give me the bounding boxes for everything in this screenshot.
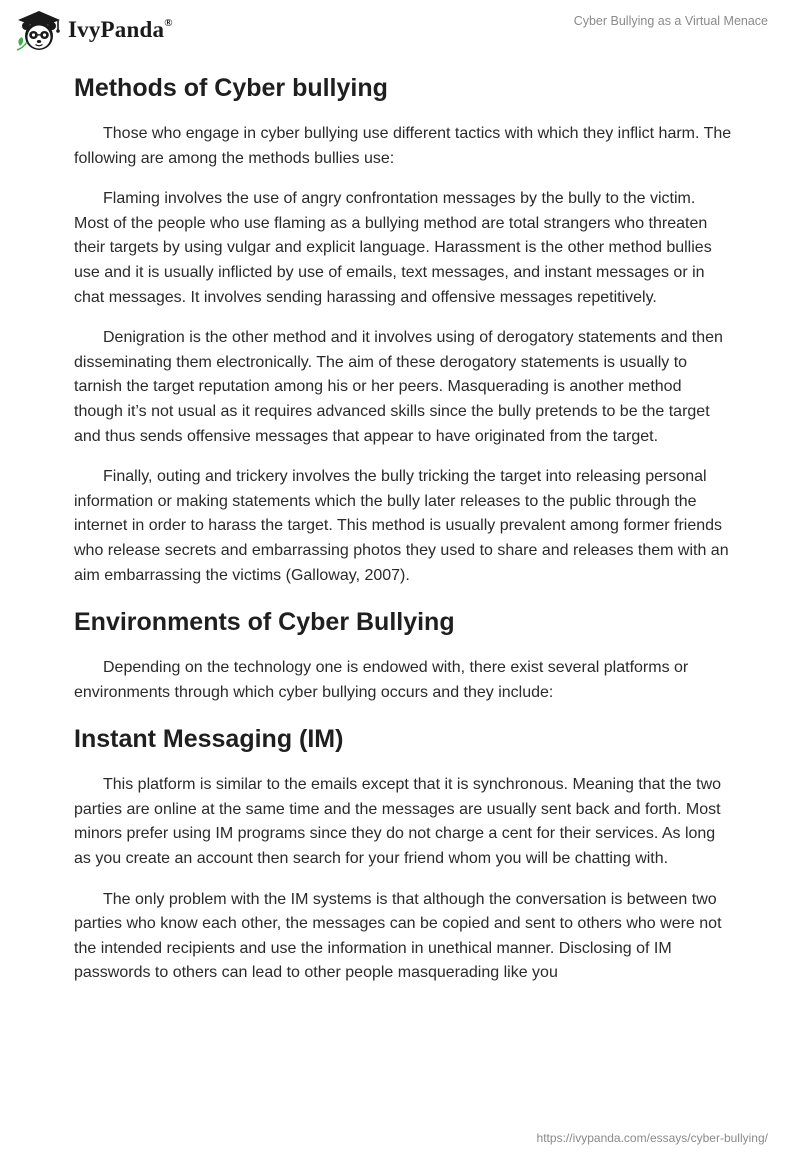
panda-graduate-icon (14, 6, 64, 52)
document-title: Cyber Bullying as a Virtual Menace (573, 14, 768, 28)
section-heading: Methods of Cyber bullying (74, 74, 388, 102)
paragraph: Finally, outing and trickery involves the bully tricking the target into releasing personal information or making statements which the bully later releases to the public through the internet in order to harass the target. This method is usually prevalent among former friends who release secrets and embarrassing photos they used to share and releases them with an aim embarrassing the victims (Galloway, 2007). (74, 468, 729, 584)
paragraph: The only problem with the IM systems is that although the conversation is between two parties who know each other, the messages can be copied and sent to others who were not the intended recipients and use the information in unethical manner. Disclosing of IM passwords to others can lead to other people masquerading like you (74, 890, 722, 982)
paragraph: Denigration is the other method and it involves using of derogatory statements and then disseminating them electronically. The aim of these derogatory statements is usually to tarnish the target reputation among his or her peers. Masquerading is another method though it’s not usual as it requires advanced skills since the bully pretends to be the target and thus sends offensive messages that appear to have originated from the target. (74, 329, 723, 445)
brand-name: IvyPanda® (68, 17, 173, 42)
essay-content (74, 71, 734, 986)
paragraph: Depending on the technology one is endowed with, there exist several platforms or environments through which cyber bullying occurs and they include: (74, 659, 689, 701)
paragraph: Flaming involves the use of angry confrontation messages by the bully to the victim. Most of the people who use flaming as a bullying method are total strangers who threaten their targets by using vulgar and explicit language. Harassment is the other method bullies use and it is usually inflicted by use of emails, text messages, and instant messages or in chat messages. It involves sending harassing and offensive messages repetitively. (74, 190, 712, 306)
ivypanda-logo[interactable] (14, 6, 173, 52)
page-header (0, 0, 800, 60)
source-url[interactable]: https://ivypanda.com/essays/cyber-bullying/ (536, 1131, 768, 1145)
section-heading: Environments of Cyber Bullying (74, 608, 455, 637)
paragraph: This platform is similar to the emails except that it is synchronous. Meaning that the two parties are online at the same time and the messages are usually sent back and forth. Most minors prefer using IM programs since they do not charge a cent for their services. As long as you create an account then search for your friend whom you will be chatting with. (74, 776, 722, 868)
paragraph: Those who engage in cyber bullying use different tactics with which they inflict harm. The following are among the methods bullies use: (74, 125, 732, 167)
section-heading: Instant Messaging (IM) (74, 725, 344, 754)
